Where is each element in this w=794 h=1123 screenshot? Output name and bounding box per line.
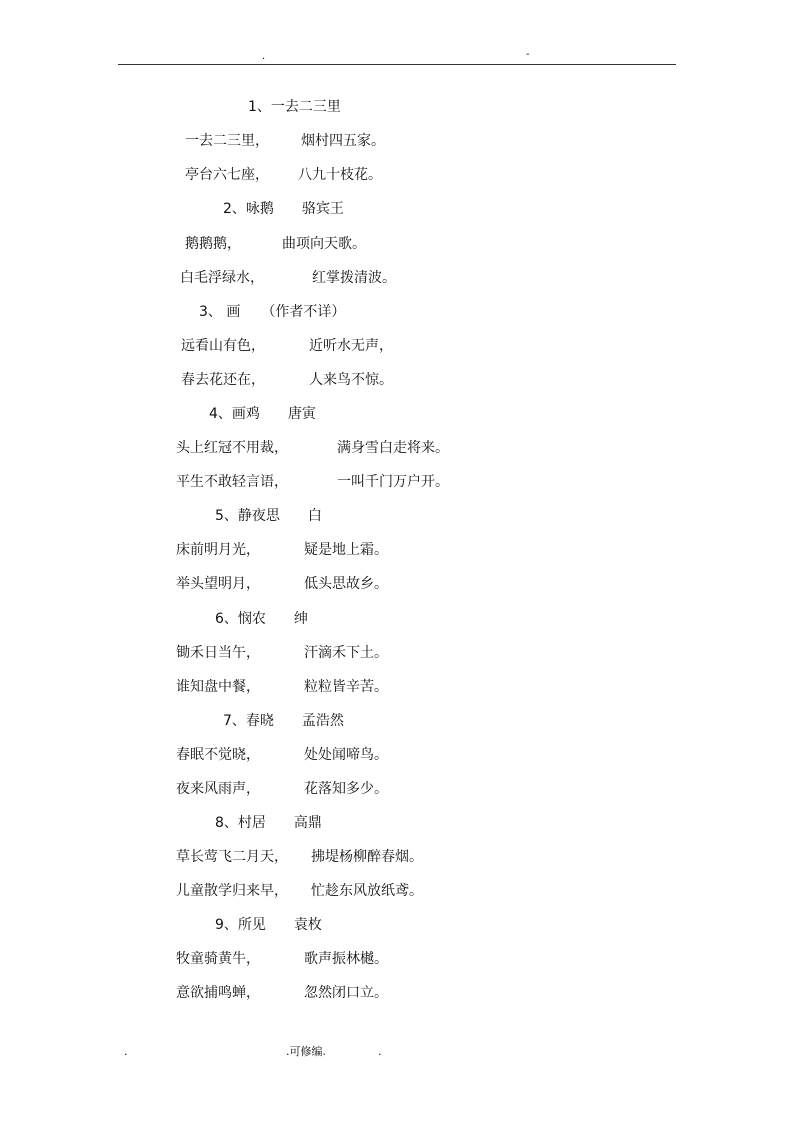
poem-line-second-half: 红掌拨清波。 bbox=[312, 270, 396, 286]
poem-line-second-half: 满身雪白走将来。 bbox=[337, 440, 449, 456]
poem-line-second-half: 一叫千门万户开。 bbox=[337, 474, 449, 490]
poem-line-first-half: 锄禾日当午， bbox=[176, 645, 260, 661]
poem-line-first-half: 亭台六七座， bbox=[185, 167, 269, 183]
poem-line-second-half: 八九十枝花。 bbox=[298, 167, 382, 183]
footer-right-mark: . bbox=[378, 1045, 382, 1058]
poem-line-first-half: 床前明月光， bbox=[176, 542, 260, 558]
poem-line-first-half: 举头望明月， bbox=[176, 576, 260, 592]
poem-title: 2、咏鹅 骆宾王 bbox=[223, 201, 344, 217]
poem-line-first-half: 意欲捕鸣蝉， bbox=[176, 985, 260, 1001]
poem-line-first-half: 白毛浮绿水， bbox=[180, 270, 264, 286]
poem-line-first-half: 春去花还在， bbox=[181, 372, 265, 388]
poem-title: 3、 画 （作者不详） bbox=[199, 304, 346, 320]
header-left-mark: . bbox=[262, 51, 266, 62]
header-right-mark: - bbox=[526, 49, 530, 60]
poem-line-second-half: 处处闻啼鸟。 bbox=[304, 747, 388, 763]
poem-line-first-half: 儿童散学归来早， bbox=[176, 883, 288, 899]
poem-line-second-half: 烟村四五家。 bbox=[301, 133, 385, 149]
poem-line-second-half: 花落知多少。 bbox=[304, 781, 388, 797]
poem-line-second-half: 疑是地上霜。 bbox=[304, 542, 388, 558]
poem-line-first-half: 夜来风雨声， bbox=[176, 781, 260, 797]
poem-line-second-half: 近听水无声， bbox=[309, 338, 393, 354]
poem-line-second-half: 低头思故乡。 bbox=[304, 576, 388, 592]
poem-title: 6、悯农 绅 bbox=[215, 611, 308, 627]
poem-line-first-half: 平生不敢轻言语， bbox=[176, 474, 288, 490]
poem-line-second-half: 拂堤杨柳醉春烟。 bbox=[311, 849, 423, 865]
poem-line-first-half: 春眠不觉晓， bbox=[176, 747, 260, 763]
poem-title: 5、静夜思 白 bbox=[215, 508, 322, 524]
poem-line-first-half: 远看山有色， bbox=[181, 338, 265, 354]
poem-line-first-half: 牧童骑黄牛， bbox=[176, 951, 260, 967]
poem-title: 1、一去二三里 bbox=[248, 99, 341, 115]
poem-line-first-half: 草长莺飞二月天， bbox=[176, 849, 288, 865]
poem-line-second-half: 人来鸟不惊。 bbox=[309, 372, 393, 388]
footer-left-mark: . bbox=[124, 1045, 128, 1058]
poem-line-first-half: 谁知盘中餐， bbox=[176, 679, 260, 695]
poem-line-first-half: 头上红冠不用裁， bbox=[176, 440, 288, 456]
poem-line-second-half: 粒粒皆辛苦。 bbox=[304, 679, 388, 695]
poem-line-first-half: 鹅鹅鹅， bbox=[185, 236, 241, 252]
poem-line-second-half: 歌声振林樾。 bbox=[304, 951, 388, 967]
poem-line-second-half: 汗滴禾下土。 bbox=[304, 645, 388, 661]
header-rule bbox=[118, 64, 676, 65]
poem-title: 8、村居 高鼎 bbox=[215, 815, 322, 831]
poem-title: 4、画鸡 唐寅 bbox=[209, 406, 316, 422]
poem-title: 7、春晓 孟浩然 bbox=[223, 713, 344, 729]
footer-center-text: .可修编. bbox=[286, 1045, 326, 1058]
poem-line-first-half: 一去二三里， bbox=[185, 133, 269, 149]
poem-line-second-half: 忙趁东风放纸鸢。 bbox=[311, 883, 423, 899]
poem-line-second-half: 忽然闭口立。 bbox=[304, 985, 388, 1001]
poem-title: 9、所见 袁枚 bbox=[215, 917, 322, 933]
poem-line-second-half: 曲项向天歌。 bbox=[282, 236, 366, 252]
